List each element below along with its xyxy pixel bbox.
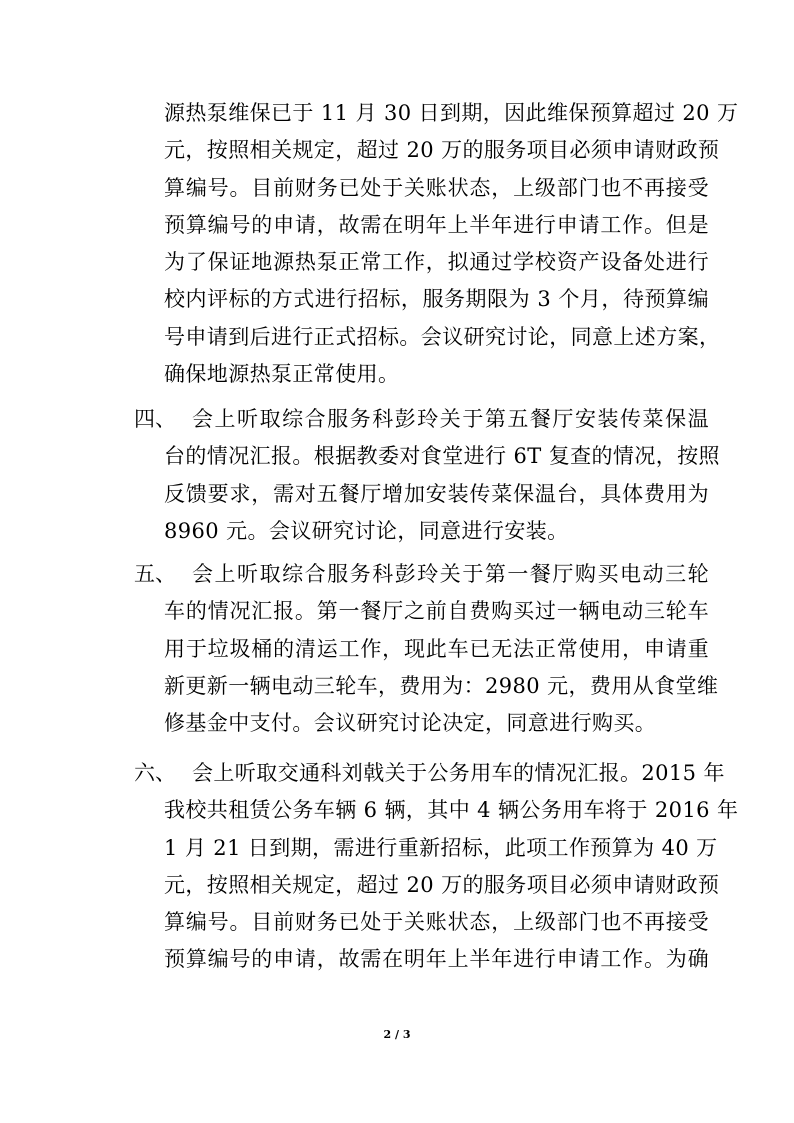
item-5-number: 五、: [134, 562, 176, 586]
paragraph-line: 预算编号的申请，故需在明年上半年进行申请工作。但是: [164, 212, 709, 237]
item-6-number: 六、: [134, 761, 176, 785]
paragraph-line: 会上听取综合服务科彭玲关于第五餐厅安装传菜保温: [192, 407, 709, 431]
item-5-paragraph: [164, 556, 719, 742]
item-4-paragraph: [164, 401, 720, 550]
paragraph-line: 反馈要求，需对五餐厅增加安装传菜保温台，具体费用为: [164, 481, 709, 506]
paragraph-line: 台的情况汇报。根据教委对食堂进行 6T 复查的情况，按照: [164, 444, 720, 469]
paragraph-line: 用于垃圾桶的清运工作，现此车已无法正常使用，申请重: [164, 636, 709, 661]
item-3-continued-paragraph: [164, 95, 739, 393]
paragraph-line: 号申请到后进行正式招标。会议研究讨论，同意上述方案，: [164, 324, 721, 349]
paragraph-line: 校内评标的方式进行招标，服务期限为 3 个月，待预算编: [164, 287, 709, 312]
paragraph-line: 算编号。目前财务已处于关账状态，上级部门也不再接受: [164, 910, 709, 935]
paragraph-line: 8960 元。会议研究讨论，同意进行安装。: [164, 518, 569, 543]
paragraph-line: 预算编号的申请，故需在明年上半年进行申请工作。为确: [164, 947, 709, 972]
paragraph-line: 修基金中支付。会议研究讨论决定，同意进行购买。: [164, 711, 657, 736]
paragraph-line: 元，按照相关规定，超过 20 万的服务项目必须申请财政预: [164, 138, 720, 163]
page-number: 2 / 3: [383, 1028, 411, 1041]
paragraph-line: 新更新一辆电动三轮车，费用为：2980 元，费用从食堂维: [164, 673, 719, 698]
item-4-number: 四、: [134, 407, 176, 431]
paragraph-line: 算编号。目前财务已处于关账状态，上级部门也不再接受: [164, 175, 709, 200]
paragraph-line: 确保地源热泵正常使用。: [164, 362, 400, 387]
paragraph-line: 源热泵维保已于 11 月 30 日到期，因此维保预算超过 20 万: [164, 101, 739, 125]
paragraph-line: 元，按照相关规定，超过 20 万的服务项目必须申请财政预: [164, 872, 720, 897]
paragraph-line: 车的情况汇报。第一餐厅之前自费购买过一辆电动三轮车: [164, 599, 709, 624]
paragraph-line: 会上听取交通科刘戟关于公务用车的情况汇报。2015 年: [192, 761, 725, 785]
paragraph-line: 会上听取综合服务科彭玲关于第一餐厅购买电动三轮: [192, 562, 709, 586]
item-6-paragraph: [164, 755, 739, 979]
paragraph-line: 1 月 21 日到期，需进行重新招标，此项工作预算为 40 万: [164, 835, 718, 860]
paragraph-line: 为了保证地源热泵正常工作，拟通过学校资产设备处进行: [164, 250, 709, 275]
paragraph-line: 我校共租赁公务车辆 6 辆，其中 4 辆公务用车将于 2016 年: [164, 798, 739, 823]
